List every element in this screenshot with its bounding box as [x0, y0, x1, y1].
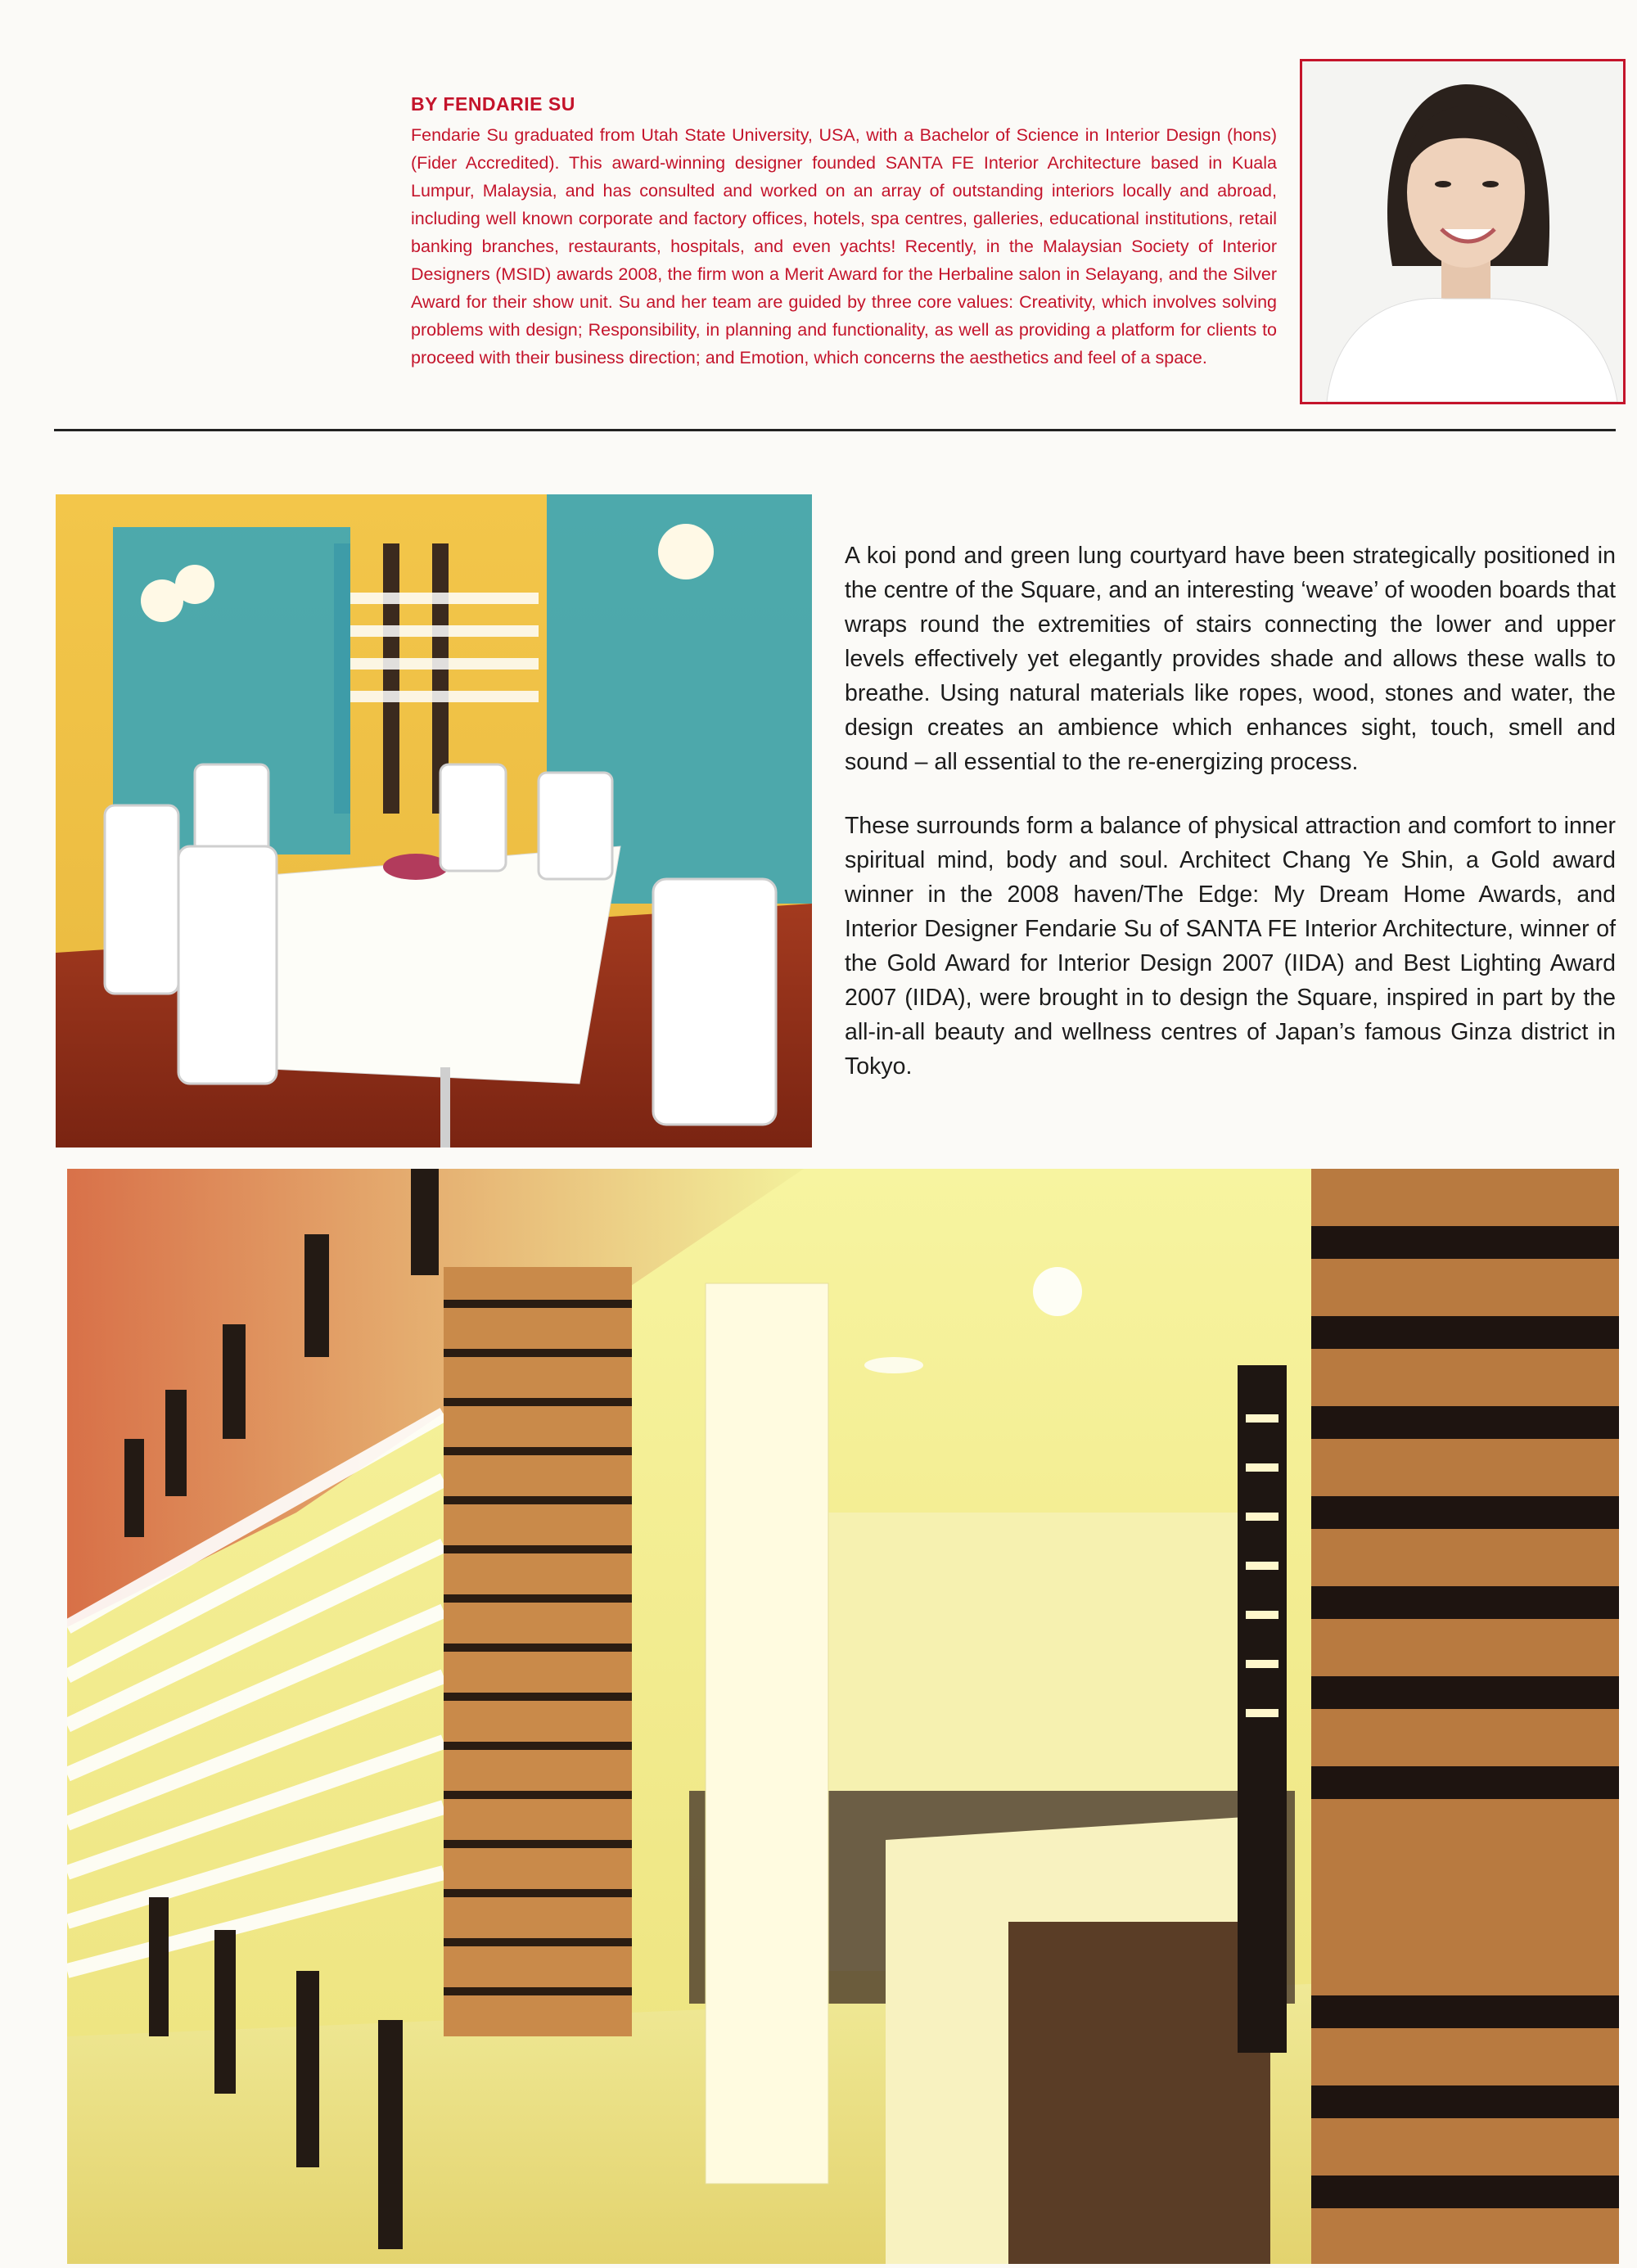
author-bio-text: Fendarie Su graduated from Utah State University, USA, with a Bachelor of Science in Interior Design (hons) (Fider Accredited). This award-winning designer founded SANTA FE Interior Architecture based in Kuala Lumpur, Malaysia, and has consulted and worked on an array of outstanding interiors locally and abroad, including well known corporate and factory offices, hotels, spa centres, galleries, educational institutions, retail banking branches, restaurants, hospitals, and even yachts! Recently, in the Malaysian Society of Interior Designers (MSID) awards 2008, the firm won a Merit Award for the Herbaline salon in Selayang, and the Silver Award for their show unit. Su and her team are guided by three core values: Creativity, which involves solving problems with design; Responsibility, in planning and functionality, as well as providing a platform for clients to proceed with their business direction; and Emotion, which concerns the aesthetics and feel of a space.	[411, 125, 1277, 367]
article-paragraph: A koi pond and green lung courtyard have been strategically positioned in the centre of the Square, and an interesting ‘weave’ of wooden boards that wraps round the extremities of stairs connecting the lower and upper levels effectively yet elegantly provides shade and allows these walls to breathe. Using natural materials like ropes, wood, stones and water, the design creates an ambience which enhances sight, touch, smell and sound – all essential to the re-energizing process.	[845, 543, 1616, 775]
article-paragraph: These surrounds form a balance of physical attraction and comfort to inner spiritual mind, body and soul. Architect Chang Ye Shin, a Gold award winner in the 2008 haven/The Edge: My Dream Home Awards, and Interior Designer Fendarie Su of SANTA FE Interior Architecture, winner of the Gold Award for Interior Design 2007 (IIDA) and Best Lighting Award 2007 (IIDA), were brought in to design the Square, inspired in part by the all-in-all beauty and wellness centres of Japan’s famous Ginza district in Tokyo.	[845, 813, 1616, 1080]
author-byline: BY FENDARIE SU	[411, 93, 575, 115]
author-bio	[411, 90, 1277, 372]
meeting-room-photo	[56, 494, 812, 1148]
office-interior-photo	[67, 1169, 1619, 2264]
author-portrait-photo	[1300, 59, 1626, 404]
section-divider	[54, 429, 1616, 431]
article-body	[845, 539, 1616, 1113]
